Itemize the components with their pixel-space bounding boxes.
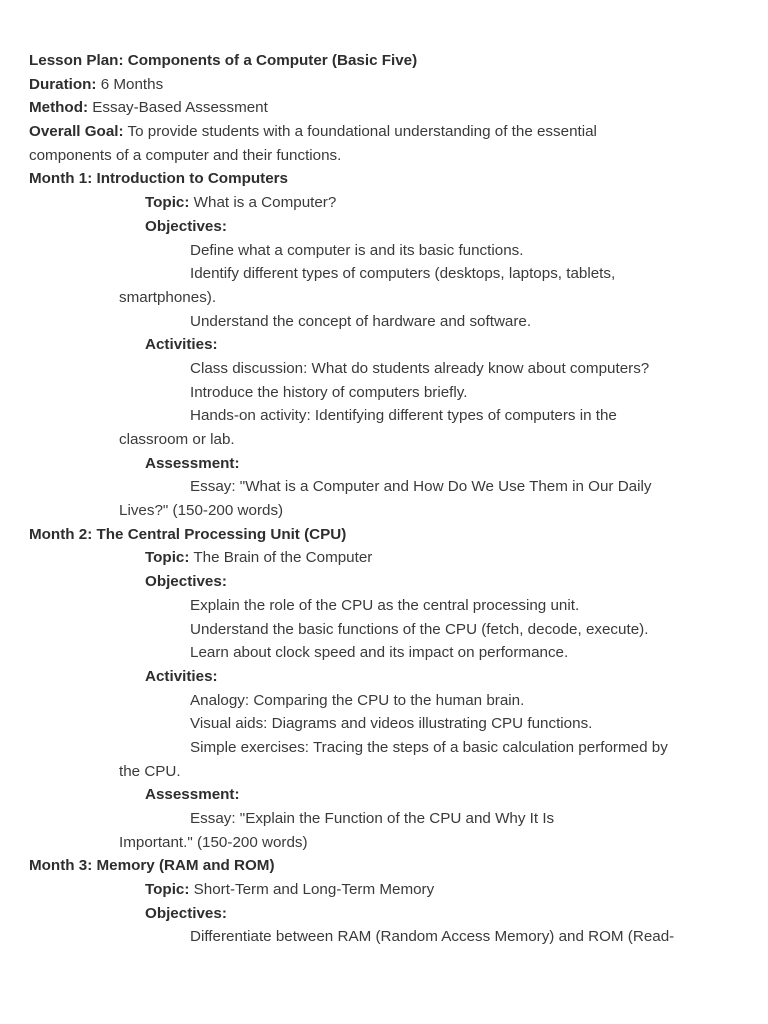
month-2-objectives-label <box>0 570 768 594</box>
goal-label: Overall Goal: <box>29 123 124 141</box>
assessment-item-continuation: Important." (150-200 words) <box>119 833 308 851</box>
month-1-topic <box>0 191 768 215</box>
month-2-activities-label <box>0 665 768 689</box>
activities-label: Activities: <box>145 667 218 685</box>
objective-item: Differentiate between RAM (Random Access Memory) and ROM (Read- <box>190 928 675 946</box>
topic-label: Topic: <box>145 194 190 212</box>
assessment-item: Essay: "What is a Computer and How Do We Use Them in Our Daily <box>190 478 652 496</box>
topic-value: The Brain of the Computer <box>189 549 373 567</box>
overall-goal-line <box>0 120 768 144</box>
month-3-heading <box>0 854 768 878</box>
objective-item: Explain the role of the CPU as the central processing unit. <box>190 596 580 614</box>
month-title: Month 2: The Central Processing Unit (CPU) <box>29 525 347 543</box>
objective-item: Define what a computer is and its basic functions. <box>190 241 524 259</box>
assessment-label: Assessment: <box>145 454 240 472</box>
duration-value: 6 Months <box>96 75 164 93</box>
objective-item: Understand the basic functions of the CPU (fetch, decode, execute). <box>190 620 649 638</box>
assessment-label: Assessment: <box>145 786 240 804</box>
month-title: Month 3: Memory (RAM and ROM) <box>29 857 275 875</box>
objective-item: Understand the concept of hardware and software. <box>190 312 532 330</box>
activity-item-continuation: the CPU. <box>119 762 181 780</box>
activity-item: Hands-on activity: Identifying different types of computers in the <box>190 407 617 425</box>
method-value: Essay-Based Assessment <box>88 99 268 117</box>
activities-label: Activities: <box>145 336 218 354</box>
month-3-topic <box>0 878 768 902</box>
topic-value: What is a Computer? <box>189 194 337 212</box>
topic-value: Short-Term and Long-Term Memory <box>189 881 435 899</box>
lesson-plan-title <box>0 49 768 73</box>
objectives-label: Objectives: <box>145 573 227 591</box>
objective-item: Identify different types of computers (desktops, laptops, tablets, <box>190 265 616 283</box>
month-2-assessment-label <box>0 783 768 807</box>
activity-item: Visual aids: Diagrams and videos illustrating CPU functions. <box>190 715 593 733</box>
month-1-objectives-label <box>0 215 768 239</box>
activity-item-continuation: classroom or lab. <box>119 431 235 448</box>
topic-label: Topic: <box>145 881 190 899</box>
method-line <box>0 96 768 120</box>
month-3-objectives-label <box>0 902 768 926</box>
activity-item: Introduce the history of computers briefly. <box>190 383 468 401</box>
duration-label: Duration: <box>29 75 97 93</box>
assessment-item: Essay: "Explain the Function of the CPU and Why It Is <box>190 810 555 827</box>
month-title: Month 1: Introduction to Computers <box>29 170 288 188</box>
title-text: Lesson Plan: Components of a Computer (Basic Five) <box>29 52 418 69</box>
objectives-label: Objectives: <box>145 217 227 235</box>
lesson-plan-document <box>0 49 768 949</box>
objective-item-continuation: smartphones). <box>119 288 217 306</box>
overall-goal-continuation: components of a computer and their functions. <box>29 146 342 164</box>
activity-item: Class discussion: What do students already know about computers? <box>190 359 650 377</box>
assessment-item-continuation: Lives?" (150-200 words) <box>119 502 284 520</box>
objective-item: Learn about clock speed and its impact on performance. <box>190 644 569 662</box>
method-label: Method: <box>29 99 89 117</box>
activity-item: Simple exercises: Tracing the steps of a basic calculation performed by <box>190 738 668 756</box>
month-1-assessment-label <box>0 452 768 476</box>
month-2-topic <box>0 546 768 570</box>
month-1-heading <box>0 167 768 191</box>
topic-label: Topic: <box>145 549 190 567</box>
month-1-activities-label <box>0 333 768 357</box>
objectives-label: Objectives: <box>145 904 227 922</box>
month-2-heading <box>0 523 768 547</box>
goal-value: To provide students with a foundational understanding of the essential <box>123 123 597 141</box>
duration-line <box>0 73 768 97</box>
activity-item: Analogy: Comparing the CPU to the human brain. <box>190 691 525 709</box>
